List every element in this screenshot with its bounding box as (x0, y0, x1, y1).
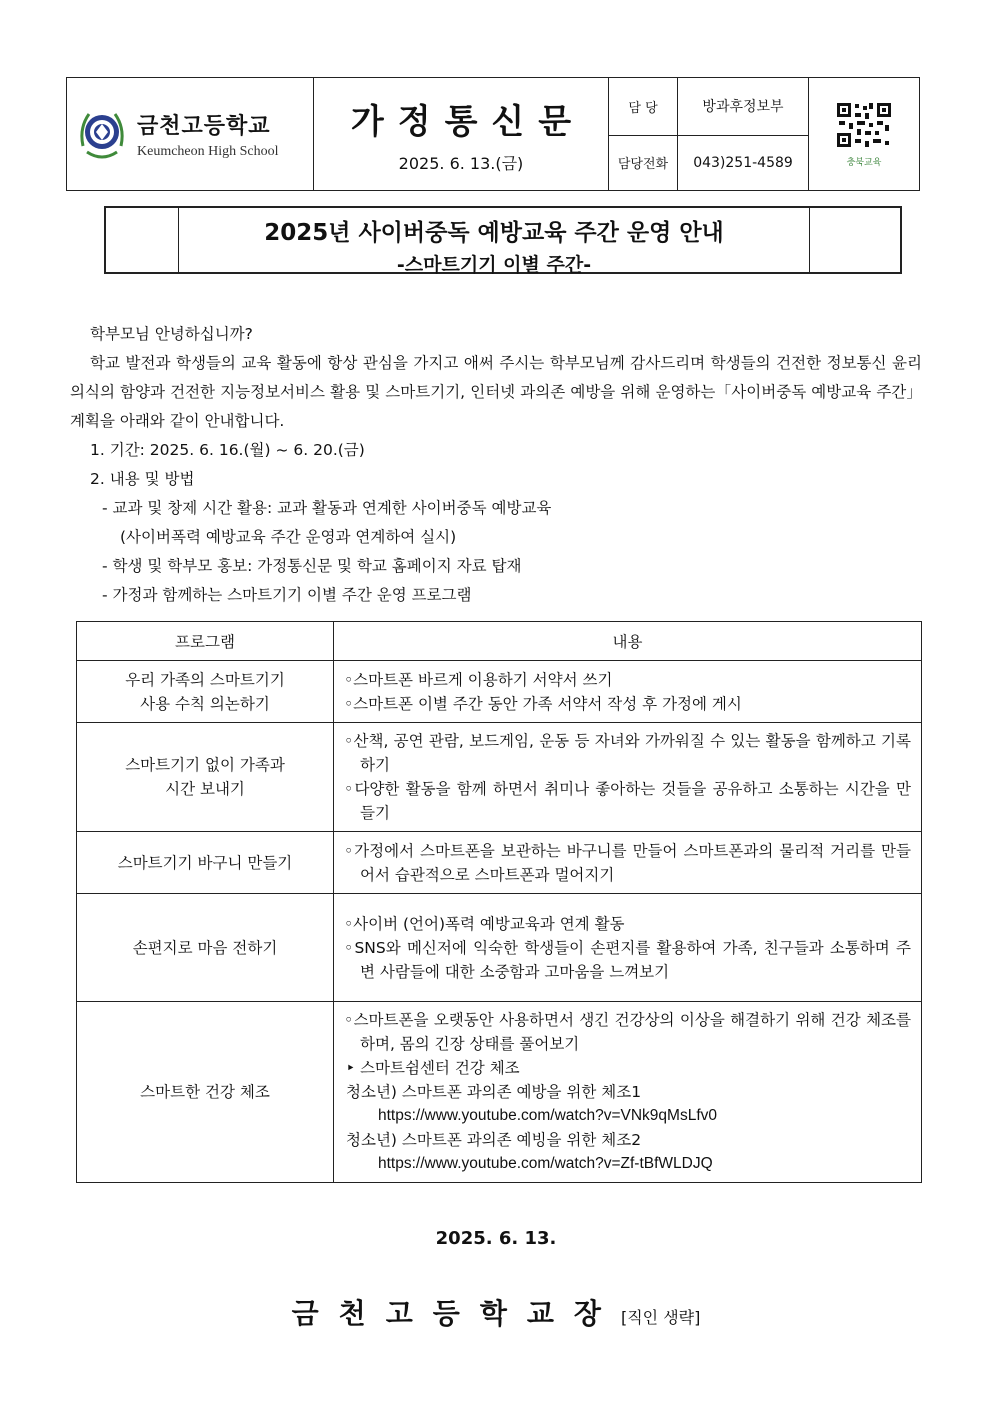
greeting: 학부모님 안녕하십니까? (90, 325, 253, 343)
table-row (77, 832, 922, 894)
content-line: ◦스마트폰 바르게 이용하기 서약서 쓰기 (344, 670, 613, 689)
charge-value: 방과후정보부 (678, 78, 809, 136)
program-content (334, 1002, 922, 1183)
content-line: ◦스마트폰을 오랫동안 사용하면서 생긴 건강상의 이상을 해결하기 위해 건강 체조를 하며, 몸의 긴장 상태를 풀어보기 (344, 1011, 911, 1053)
school-logo-cell (67, 78, 314, 191)
sub-item-curriculum: - 교과 및 창제 시간 활용: 교과 활동과 연계한 사이버중독 예방교육 (102, 499, 552, 517)
item-period: 1. 기간: 2025. 6. 16.(월) ~ 6. 20.(금) (90, 441, 365, 459)
item-content-method: 2. 내용 및 방법 (90, 470, 195, 488)
header-table (66, 77, 920, 191)
content-line: ◦다양한 활동을 함께 하면서 취미나 좋아하는 것들을 공유하고 소통하는 시간을 만들기 (344, 780, 911, 822)
doc-title-cell (314, 78, 609, 191)
program-name (77, 894, 334, 1002)
header-program: 프로그램 (77, 622, 334, 661)
program-name-text: 우리 가족의 스마트기기 사용 수칙 의논하기 (125, 670, 285, 713)
school-name-ko: 금천고등학교 (137, 113, 271, 139)
qr-caption: 충북교육 (846, 157, 882, 168)
banner-subtitle: -스마트기기 이별 주간- (396, 254, 592, 276)
school-emblem-icon (77, 104, 127, 164)
program-content (334, 894, 922, 1002)
program-table (76, 621, 922, 1183)
header-content: 내용 (334, 622, 922, 661)
table-header-row (77, 622, 922, 661)
phone-value: 043)251-4589 (678, 135, 809, 190)
program-name-text: 스마트기기 바구니 만들기 (117, 853, 293, 872)
video-title-1: 청소년) 스마트폰 과의존 예방을 위한 체조1 (346, 1083, 642, 1101)
qr-code-icon (835, 101, 893, 149)
program-content (334, 661, 922, 723)
intro-paragraph: 학교 발전과 학생들의 교육 활동에 항상 관심을 가지고 애써 주시는 학부모님께 감사드리며 학생들의 건전한 정보통신 윤리의식의 함양과 건전한 지능정보서비스 활용 및 스마트기기, 인터넷 과의존 예방을 위해 운영하는「사이버중독 예방교육 주간」계획을 아래와 같이 안내합니다. (70, 354, 922, 430)
video-title-2: 청소년) 스마트폰 과의존 예빙을 위한 체조2 (346, 1131, 642, 1149)
program-content (334, 723, 922, 832)
sign-date: 2025. 6. 13. (435, 1228, 557, 1249)
content-line: ◦SNS와 메신저에 익숙한 학생들이 손편지를 활용하여 가족, 친구들과 소통하며 주변 사람들에 대한 소중함과 고마움을 느껴보기 (344, 938, 911, 981)
sub-item-program: - 가정과 함께하는 스마트기기 이별 주간 운영 프로그램 (102, 586, 472, 604)
program-name (77, 832, 334, 894)
seal-omitted-note: [직인 생략] (620, 1308, 701, 1327)
signature-line (0, 1292, 992, 1332)
phone-label: 담당전화 (609, 135, 678, 190)
banner-center (179, 208, 809, 276)
program-content (334, 832, 922, 894)
content-line: ◦산책, 공연 관람, 보드게임, 운동 등 자녀와 가까워질 수 있는 활동을 함께하고 기록하기 (344, 732, 911, 774)
content-line: ◦사이버 (언어)폭력 예방교육과 연계 활동 (344, 914, 625, 933)
banner-right-cell (809, 208, 900, 272)
qr-cell (809, 78, 920, 191)
video-link-1[interactable]: https://www.youtube.com/watch?v=VNk9qMsLfv0 (378, 1107, 718, 1124)
program-name (77, 661, 334, 723)
principal-signature: 금천고등학교장 (291, 1297, 621, 1330)
program-name (77, 1002, 334, 1183)
school-name-en: Keumcheon High School (137, 143, 279, 159)
program-name-text: 스마트기기 없이 가족과 시간 보내기 (125, 756, 285, 798)
center-label: ‣ 스마트쉼센터 건강 체조 (346, 1059, 520, 1077)
letter-body (70, 320, 922, 610)
program-name-text: 손편지로 마음 전하기 (132, 938, 278, 957)
banner-title: 2025년 사이버중독 예방교육 주간 운영 안내 (264, 220, 724, 246)
banner-left-cell (106, 208, 179, 272)
table-row (77, 894, 922, 1002)
content-line: ◦가정에서 스마트폰을 보관하는 바구니를 만들어 스마트폰과의 물리적 거리를 만들어서 습관적으로 스마트폰과 멀어지기 (344, 841, 911, 884)
program-name-text: 스마트한 건강 체조 (140, 1083, 270, 1101)
table-row (77, 661, 922, 723)
program-name (77, 723, 334, 832)
title-banner (104, 206, 902, 274)
doc-date: 2025. 6. 13.(금) (398, 154, 524, 173)
video-link-2[interactable]: https://www.youtube.com/watch?v=Zf-tBfWLDJQ (378, 1155, 713, 1172)
table-row (77, 1002, 922, 1183)
charge-label: 담 당 (609, 78, 678, 136)
sub-item-promotion: - 학생 및 학부모 홍보: 가정통신문 및 학교 홈페이지 자료 탑재 (102, 557, 522, 575)
content-line: ◦스마트폰 이별 주간 동안 가족 서약서 작성 후 가정에 게시 (344, 694, 742, 713)
table-row (77, 723, 922, 832)
doc-title: 가정통신문 (350, 102, 586, 142)
sub-item-curriculum-note: (사이버폭력 예방교육 주간 운영과 연계하여 실시) (120, 528, 457, 546)
